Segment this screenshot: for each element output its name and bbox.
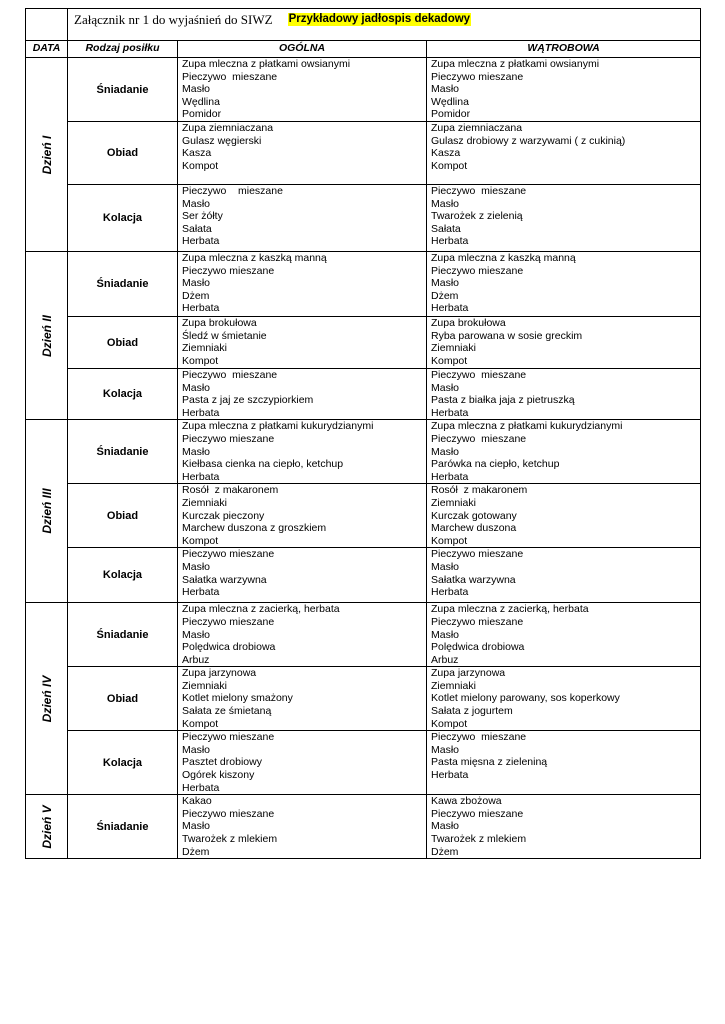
menu-item: Masło	[182, 197, 211, 210]
menu-item: Masło	[182, 743, 211, 756]
meal-row	[26, 603, 701, 667]
menu-item: Zupa mleczna z zacierką, herbata	[431, 603, 589, 616]
menu-item: Twarożek z zielenią	[431, 210, 523, 223]
liver-diet-cell	[427, 548, 701, 603]
menu-item: Rosół z makaronem	[182, 484, 279, 497]
general-diet-cell	[178, 58, 427, 122]
general-diet-cell	[178, 603, 427, 667]
menu-item: Ogórek kiszony	[182, 769, 255, 782]
menu-item: Pieczywo mieszane	[182, 615, 275, 628]
menu-item: Sałata z jogurtem	[431, 705, 513, 718]
general-diet-cell	[178, 369, 427, 420]
meal-type: Śniadanie	[68, 420, 178, 484]
menu-item: Kompot	[431, 717, 468, 730]
menu-item: Ziemniaki	[182, 679, 227, 692]
menu-item: Ser żółty	[182, 210, 223, 223]
menu-item: Herbata	[431, 302, 469, 315]
menu-item: Zupa mleczna z płatkami owsianymi	[431, 58, 600, 70]
title-corner-cell	[26, 9, 68, 41]
menu-item: Pieczywo mieszane	[431, 731, 527, 744]
menu-item: Kasza	[431, 147, 461, 160]
menu-item: Zupa jarzynowa	[182, 667, 257, 680]
menu-item: Zupa jarzynowa	[431, 667, 506, 680]
menu-item: Kawa zbożowa	[431, 795, 502, 808]
menu-item: Kotlet mielony smażony	[182, 692, 293, 705]
menu-item: Masło	[431, 628, 460, 641]
day-label: Dzień I	[39, 135, 54, 174]
menu-item: Masło	[182, 820, 211, 833]
menu-item: Herbata	[182, 406, 220, 419]
meal-type: Śniadanie	[68, 795, 178, 859]
meal-type: Obiad	[68, 122, 178, 185]
general-diet-cell	[178, 317, 427, 369]
menu-item: Masło	[431, 197, 460, 210]
menu-item: Polędwica drobiowa	[182, 641, 276, 654]
meal-type: Kolacja	[68, 369, 178, 420]
menu-item: Polędwica drobiowa	[431, 641, 525, 654]
menu-item: Pieczywo mieszane	[182, 432, 275, 445]
menu-item: Pieczywo mieszane	[182, 185, 283, 197]
menu-item: Dżem	[182, 289, 210, 302]
meal-row	[26, 795, 701, 859]
header-row	[26, 41, 701, 58]
liver-diet-cell	[427, 667, 701, 731]
menu-item: Masło	[431, 743, 460, 756]
menu-item: Herbata	[431, 235, 469, 248]
liver-diet-cell	[427, 420, 701, 484]
day-cell	[26, 252, 68, 420]
menu-item: Zupa mleczna z płatkami kukurydzianymi	[431, 420, 623, 433]
general-diet-cell	[178, 795, 427, 859]
menu-item: Sałatka warzywna	[431, 573, 516, 586]
menu-item: Pasta z jaj ze szczypiorkiem	[182, 394, 314, 407]
liver-diet-cell	[427, 185, 701, 252]
menu-item: Herbata	[431, 586, 469, 599]
menu-item: Herbata	[182, 302, 220, 315]
menu-item: Zupa ziemniaczana	[182, 122, 274, 134]
menu-item: Sałata	[182, 222, 212, 235]
document-title: Załącznik nr 1 do wyjaśnień do SIWZ	[74, 12, 273, 27]
menu-item: Herbata	[182, 781, 220, 794]
menu-item: Pieczywo mieszane	[431, 70, 524, 83]
menu-item: Herbata	[431, 470, 469, 483]
meal-type: Śniadanie	[68, 252, 178, 317]
menu-item: Masło	[182, 445, 211, 458]
menu-item: Gulasz węgierski	[182, 134, 262, 147]
menu-item: Masło	[182, 277, 211, 290]
menu-item: Wędlina	[182, 95, 220, 108]
menu-item: Twarożek z mlekiem	[182, 833, 278, 846]
meal-row	[26, 317, 701, 369]
general-diet-cell	[178, 548, 427, 603]
general-diet-cell	[178, 420, 427, 484]
menu-item: Masło	[182, 628, 211, 641]
meal-row	[26, 185, 701, 252]
menu-item: Zupa brokułowa	[431, 317, 506, 329]
menu-item: Zupa brokułowa	[182, 317, 257, 329]
menu-item: Gulasz drobiowy z warzywami ( z cukinią)	[431, 134, 626, 147]
meal-row	[26, 420, 701, 484]
header-liver: WĄTROBOWA	[427, 41, 701, 58]
meal-row	[26, 252, 701, 317]
header-meal: Rodzaj posiłku	[68, 41, 178, 58]
menu-item: Masło	[431, 83, 460, 96]
meal-type: Obiad	[68, 317, 178, 369]
menu-item: Sałata	[431, 222, 461, 235]
general-diet-cell	[178, 252, 427, 317]
general-diet-cell	[178, 122, 427, 185]
liver-diet-cell	[427, 317, 701, 369]
menu-item: Kompot	[182, 354, 219, 367]
header-general: OGÓLNA	[178, 41, 427, 58]
menu-item: Marchew duszona	[431, 522, 517, 535]
menu-item: Herbata	[182, 470, 220, 483]
menu-item: Zupa ziemniaczana	[431, 122, 523, 134]
menu-item: Marchew duszona z groszkiem	[182, 522, 327, 535]
meal-row	[26, 484, 701, 548]
menu-item: Herbata	[182, 235, 220, 248]
meal-row	[26, 667, 701, 731]
menu-item: Herbata	[431, 769, 469, 782]
title-cell	[68, 9, 701, 41]
menu-item: Parówka na ciepło, ketchup	[431, 458, 560, 471]
menu-item: Kiełbasa cienka na ciepło, ketchup	[182, 458, 344, 471]
menu-item: Śledź w śmietanie	[182, 329, 267, 342]
day-cell	[26, 420, 68, 603]
general-diet-cell	[178, 185, 427, 252]
general-diet-cell	[178, 731, 427, 795]
menu-item: Pasta mięsna z zieleniną	[431, 756, 548, 769]
day-label: Dzień IV	[39, 675, 54, 723]
title-row	[26, 9, 701, 41]
menu-item: Kotlet mielony parowany, sos koperkowy	[431, 692, 620, 705]
menu-item: Pieczywo mieszane	[182, 807, 275, 820]
menu-badge: Przykładowy jadłospis dekadowy	[288, 13, 471, 25]
meal-row	[26, 369, 701, 420]
liver-diet-cell	[427, 369, 701, 420]
menu-item: Pomidor	[182, 108, 222, 121]
menu-item: Dżem	[431, 289, 459, 302]
menu-item: Ziemniaki	[431, 679, 476, 692]
menu-item: Sałatka warzywna	[182, 573, 267, 586]
menu-item: Ryba parowana w sosie greckim	[431, 329, 583, 342]
meal-type: Obiad	[68, 667, 178, 731]
menu-item: Masło	[431, 445, 460, 458]
menu-item: Dżem	[431, 845, 459, 858]
liver-diet-cell	[427, 603, 701, 667]
menu-item: Wędlina	[431, 95, 469, 108]
menu-item: Pomidor	[431, 108, 471, 121]
menu-item: Sałata ze śmietaną	[182, 705, 272, 718]
diet-menu-table	[25, 8, 701, 859]
menu-item: Zupa mleczna z kaszką manną	[182, 252, 327, 264]
menu-item: Rosół z makaronem	[431, 484, 528, 497]
menu-item: Herbata	[182, 586, 220, 599]
menu-item: Pieczywo mieszane	[431, 615, 524, 628]
menu-item: Pieczywo mieszane	[431, 548, 524, 561]
liver-diet-cell	[427, 795, 701, 859]
day-label: Dzień V	[39, 805, 54, 849]
menu-item: Kompot	[182, 159, 219, 172]
menu-item: Pieczywo mieszane	[431, 185, 527, 197]
menu-item: Kasza	[182, 147, 212, 160]
menu-item: Kakao	[182, 795, 212, 808]
meal-row	[26, 731, 701, 795]
menu-item: Herbata	[431, 406, 469, 419]
menu-item: Kompot	[431, 354, 468, 367]
day-cell	[26, 603, 68, 795]
liver-diet-cell	[427, 252, 701, 317]
menu-item: Twarożek z mlekiem	[431, 833, 527, 846]
menu-item: Masło	[431, 820, 460, 833]
header-date: DATA	[26, 41, 68, 58]
menu-item: Pasztet drobiowy	[182, 756, 262, 769]
day-cell	[26, 795, 68, 859]
day-label: Dzień III	[39, 488, 54, 535]
menu-item: Dżem	[182, 845, 210, 858]
menu-item: Ziemniaki	[182, 496, 227, 509]
menu-item: Pieczywo mieszane	[182, 548, 275, 561]
meal-row	[26, 122, 701, 185]
menu-item: Masło	[431, 560, 460, 573]
menu-item: Zupa mleczna z płatkami owsianymi	[182, 58, 351, 70]
liver-diet-cell	[427, 58, 701, 122]
menu-item: Zupa mleczna z kaszką manną	[431, 252, 576, 264]
menu-item: Kurczak gotowany	[431, 509, 517, 522]
menu-item: Ziemniaki	[431, 342, 476, 355]
menu-item: Masło	[431, 381, 460, 394]
meal-type: Śniadanie	[68, 58, 178, 122]
menu-item: Pieczywo mieszane	[431, 264, 524, 277]
general-diet-cell	[178, 667, 427, 731]
menu-item: Kompot	[431, 534, 468, 547]
menu-item: Arbuz	[182, 653, 210, 666]
menu-item: Arbuz	[431, 653, 459, 666]
general-diet-cell	[178, 484, 427, 548]
liver-diet-cell	[427, 484, 701, 548]
liver-diet-cell	[427, 731, 701, 795]
menu-item: Pieczywo mieszane	[431, 432, 527, 445]
menu-item: Masło	[182, 83, 211, 96]
menu-item: Masło	[182, 381, 211, 394]
day-cell	[26, 58, 68, 252]
menu-item: Ziemniaki	[431, 496, 476, 509]
menu-item: Kompot	[182, 534, 219, 547]
meal-type: Kolacja	[68, 185, 178, 252]
menu-item: Masło	[431, 277, 460, 290]
liver-diet-cell	[427, 122, 701, 185]
menu-item: Zupa mleczna z płatkami kukurydzianymi	[182, 420, 374, 433]
menu-item: Pieczywo mieszane	[431, 369, 527, 381]
meal-row	[26, 58, 701, 122]
menu-item: Zupa mleczna z zacierką, herbata	[182, 603, 340, 616]
menu-item: Pieczywo mieszane	[182, 369, 278, 381]
menu-item: Kurczak pieczony	[182, 509, 265, 522]
meal-type: Kolacja	[68, 548, 178, 603]
meal-type: Kolacja	[68, 731, 178, 795]
menu-item: Ziemniaki	[182, 342, 227, 355]
menu-item: Pieczywo mieszane	[431, 807, 524, 820]
meal-type: Śniadanie	[68, 603, 178, 667]
day-label: Dzień II	[39, 314, 54, 357]
meal-row	[26, 548, 701, 603]
menu-item: Kompot	[182, 717, 219, 730]
meal-type: Obiad	[68, 484, 178, 548]
menu-item: Masło	[182, 560, 211, 573]
menu-item: Pieczywo mieszane	[182, 70, 278, 83]
menu-item: Kompot	[431, 159, 468, 172]
menu-item: Pieczywo mieszane	[182, 264, 275, 277]
menu-item: Pasta z białka jaja z pietruszką	[431, 394, 575, 407]
menu-item: Pieczywo mieszane	[182, 731, 275, 744]
